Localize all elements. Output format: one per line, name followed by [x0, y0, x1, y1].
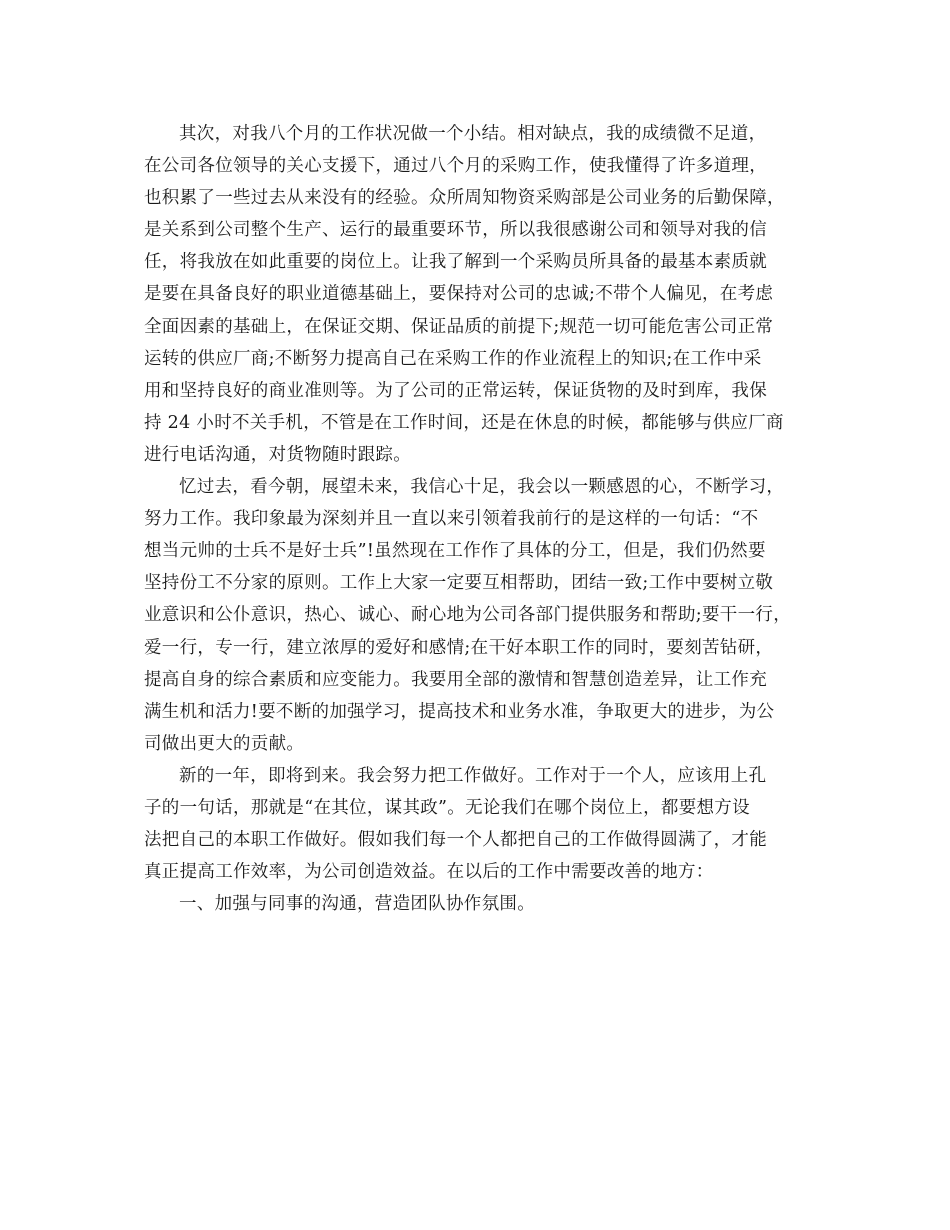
text-line: 是要在具备良好的职业道德基础上，要保持对公司的忠诚;不带个人偏见，在考虑 [144, 284, 774, 305]
text-line: 是关系到公司整个生产、运行的最重要环节，所以我很感谢公司和领导对我的信 [144, 220, 767, 241]
text-line: 在公司各位领导的关心支援下，通过八个月的采购工作，使我懂得了许多道理， [144, 156, 767, 177]
text-line: 一、加强与同事的沟通，营造团队协作氛围。 [179, 894, 535, 915]
text-line: 业意识和公仆意识，热心、诚心、耐心地为公司各部门提供服务和帮助;要干一行， [144, 605, 791, 626]
text-line: 忆过去，看今朝，展望未来，我信心十足，我会以一颗感恩的心，不断学习， [179, 477, 785, 498]
text-line: 运转的供应厂商;不断努力提高自己在采购工作的作业流程上的知识;在工作中采 [144, 348, 762, 369]
text-line: 进行电话沟通，对货物随时跟踪。 [144, 444, 411, 465]
text-line: 持 24 小时不关手机，不管是在工作时间，还是在休息的时候，都能够与供应厂商 [144, 412, 784, 433]
text-line: 爱一行，专一行，建立浓厚的爱好和感情;在干好本职工作的同时，要刻苦钻研， [144, 637, 774, 658]
paragraph-3 [144, 760, 814, 888]
text-line: 其次，对我八个月的工作状况做一个小结。相对缺点，我的成绩微不足道， [179, 124, 767, 144]
text-line: 提高自身的综合素质和应变能力。我要用全部的激情和智慧创造差异，让工作充 [144, 669, 767, 690]
text-line: 全面因素的基础上，在保证交期、保证品质的前提下;规范一切可能危害公司正常 [144, 316, 774, 337]
text-line: 坚持份工不分家的原则。工作上大家一定要互相帮助，团结一致;工作中要树立敬 [144, 573, 774, 594]
text-line: 满生机和活力!要不断的加强学习，提高技术和业务水准，争取更大的进步，为公 [144, 701, 775, 722]
paragraph-4 [144, 888, 814, 920]
text-line: 真正提高工作效率，为公司创造效益。在以后的工作中需要改善的地方： [144, 862, 714, 883]
text-line: 也积累了一些过去从来没有的经验。众所周知物资采购部是公司业务的后勤保障， [144, 188, 785, 209]
text-line: 新的一年，即将到来。我会努力把工作做好。工作对于一个人，应该用上孔 [179, 765, 767, 786]
text-line: 司做出更大的贡献。 [144, 733, 305, 754]
paragraph-2 [144, 471, 814, 760]
text-line: 想当元帅的士兵不是好士兵”!虽然现在工作作了具体的分工，但是，我们仍然要 [144, 541, 766, 562]
paragraph-1 [144, 118, 814, 471]
text-line: 子的一句话，那就是“在其位，谋其政”。无论我们在哪个岗位上，都要想方设 [144, 797, 750, 818]
text-line: 法把自己的本职工作做好。假如我们每一个人都把自己的工作做得圆满了，才能 [144, 830, 767, 851]
document-body [144, 118, 814, 920]
text-line: 努力工作。我印象最为深刻并且一直以来引领着我前行的是这样的一句话：“不 [144, 509, 759, 530]
text-line: 用和坚持良好的商业准则等。为了公司的正常运转，保证货物的及时到库，我保 [144, 380, 767, 401]
text-line: 任，将我放在如此重要的岗位上。让我了解到一个采购员所具备的最基本素质就 [144, 252, 767, 273]
